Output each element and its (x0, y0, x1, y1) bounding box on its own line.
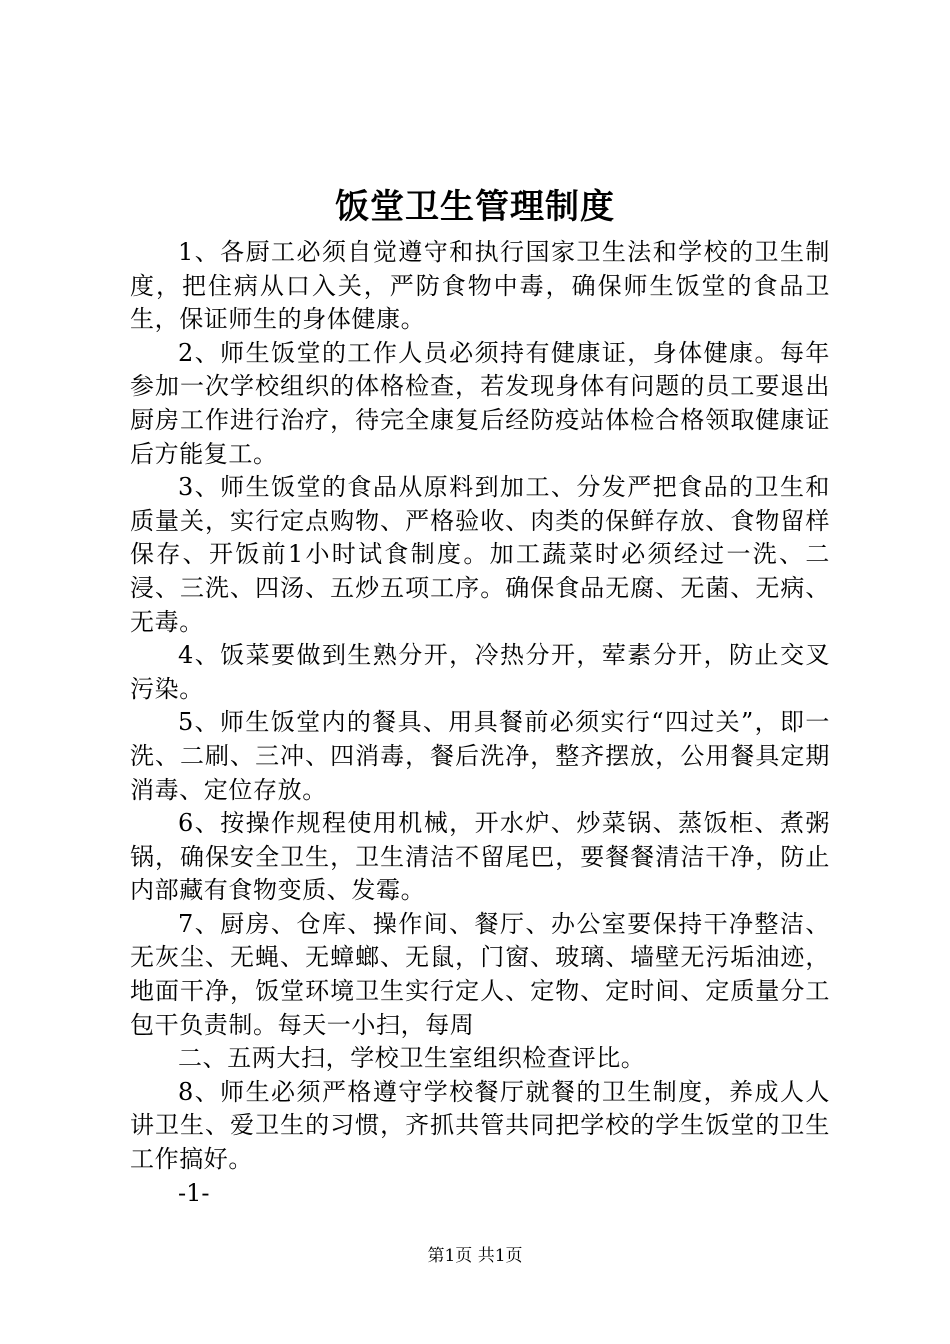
paragraph-6: 6、按操作规程使用机械，开水炉、炒菜锅、蒸饭柜、煮粥锅，确保安全卫生，卫生清洁不留尾巴，要餐餐清洁干净，防止内部藏有食物变质、发霉。 (130, 809, 830, 905)
paragraph-7: 7、厨房、仓库、操作间、餐厅、办公室要保持干净整洁、无灰尘、无蝇、无蟑螂、无鼠，门窗、玻璃、墙壁无污垢油迹，地面干净，饭堂环境卫生实行定人、定物、定时间、定质量分工包干负责制。每天一小扫，每周 (130, 909, 830, 1039)
paragraph-4: 4、饭菜要做到生熟分开，冷热分开，荤素分开，防止交叉污染。 (130, 641, 830, 703)
paragraph-3: 3、师生饭堂的食品从原料到加工、分发严把食品的卫生和质量关，实行定点购物、严格验收、肉类的保鲜存放、食物留样保存、开饭前1小时试食制度。加工蔬菜时必须经过一洗、二浸、三洗、四汤、五炒五项工序。确保食品无腐、无菌、无病、无毒。 (130, 473, 830, 636)
document-body (130, 236, 830, 1210)
paragraph-7-continuation: 二、五两大扫，学校卫生室组织检查评比。 (178, 1044, 646, 1073)
inline-page-marker: -1- (178, 1178, 210, 1207)
paragraph-8: 8、师生必须严格遵守学校餐厅就餐的卫生制度，养成人人讲卫生、爱卫生的习惯，齐抓共管共同把学校的学生饭堂的卫生工作搞好。 (130, 1077, 830, 1174)
paragraph-2: 2、师生饭堂的工作人员必须持有健康证，身体健康。每年参加一次学校组织的体格检查，若发现身体有问题的员工要退出厨房工作进行治疗，待完全康复后经防疫站体检合格领取健康证后方能复工。 (130, 338, 830, 468)
paragraph-1: 1、各厨工必须自觉遵守和执行国家卫生法和学校的卫生制度，把住病从口入关，严防食物中毒，确保师生饭堂的食品卫生，保证师生的身体健康。 (130, 238, 830, 334)
page-footer: 第1页 共1页 (427, 1246, 523, 1266)
document-title: 饭堂卫生管理制度 (335, 187, 615, 227)
paragraph-5: 5、师生饭堂内的餐具、用具餐前必须实行“四过关”，即一洗、二刷、三冲、四消毒，餐后洗净，整齐摆放，公用餐具定期消毒、定位存放。 (130, 708, 830, 804)
